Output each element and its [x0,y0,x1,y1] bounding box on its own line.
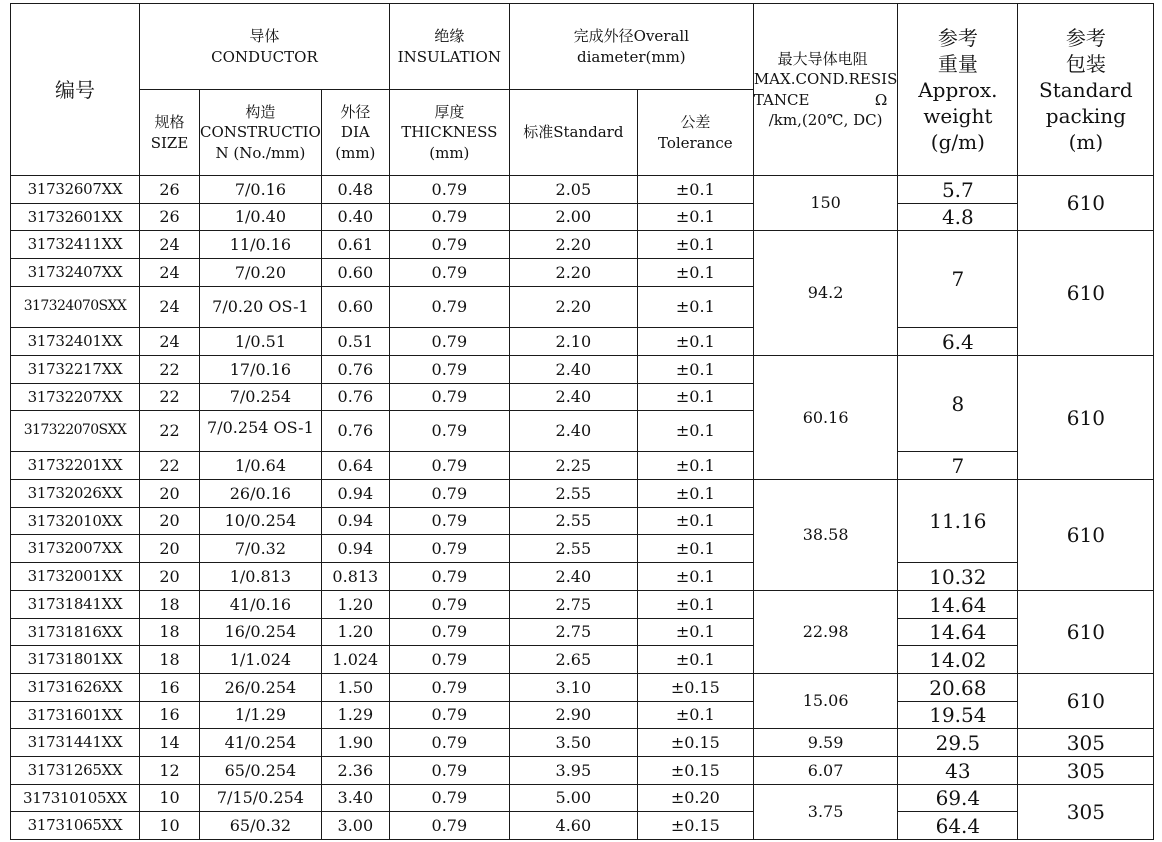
cell-code: 31732007XX [11,535,140,563]
cell-packing: 610 [1018,231,1154,356]
cell-weight: 4.8 [898,204,1018,231]
cell-construction: 65/0.254 [200,757,322,785]
header-conductor-en: CONDUCTOR [211,47,318,66]
cell-construction [200,411,322,452]
cell-dia: 0.51 [321,328,389,356]
cell-dia: 1.90 [321,729,389,757]
cell-dia: 0.60 [321,287,389,328]
cell-thickness: 0.79 [389,204,509,231]
header-weight [898,4,1018,176]
cell-tolerance: ±0.15 [637,757,753,785]
cell-thickness: 0.79 [389,508,509,535]
cell-tolerance: ±0.20 [637,785,753,812]
cell-tolerance: ±0.1 [637,535,753,563]
cell-resistance: 94.2 [753,231,898,356]
cell-thickness: 0.79 [389,729,509,757]
cell-dia: 0.76 [321,411,389,452]
cell-size: 22 [140,452,200,480]
cell-size: 20 [140,535,200,563]
header-conductor [140,4,390,90]
cell-weight: 14.02 [898,646,1018,674]
cell-dia: 0.94 [321,480,389,508]
cell-dia: 0.64 [321,452,389,480]
header-dia-unit: (mm) [335,143,376,162]
cell-standard: 2.25 [509,452,637,480]
cell-construction: 7/0.20 OS-1 [200,287,322,328]
cell-tolerance: ±0.15 [637,729,753,757]
cell-weight: 20.68 [898,674,1018,702]
cell-code: 31732411XX [11,231,140,259]
header-thickness [389,90,509,176]
cell-weight: 29.5 [898,729,1018,757]
cell-code: 31732401XX [11,328,140,356]
cell-tolerance: ±0.1 [637,356,753,384]
header-tolerance [637,90,753,176]
cell-resistance: 60.16 [753,356,898,480]
cell-tolerance: ±0.1 [637,176,753,204]
header-packing-zh2: 包装 [1065,51,1106,76]
table-row [11,452,1154,480]
cell-weight: 19.54 [898,702,1018,729]
header-dia-zh: 外径 [340,103,371,122]
table-row [11,591,1154,619]
header-dia-en: DIA [340,123,370,142]
cell-size: 24 [140,259,200,287]
cell-size: 22 [140,411,200,452]
cell-thickness: 0.79 [389,356,509,384]
cell-thickness: 0.79 [389,563,509,591]
cell-thickness: 0.79 [389,619,509,646]
header-standard-text: 标准Standard [523,123,624,142]
cell-size: 10 [140,812,200,840]
cell-standard: 2.40 [509,356,637,384]
cell-code: 317322070SXX [11,411,140,452]
header-packing-zh1: 参考 [1065,25,1106,50]
cell-size: 12 [140,757,200,785]
cell-standard: 2.65 [509,646,637,674]
cell-dia: 1.29 [321,702,389,729]
cell-standard: 2.20 [509,287,637,328]
cell-tolerance: ±0.1 [637,508,753,535]
cell-code: 31731601XX [11,702,140,729]
header-resistance-tance: TANCE [753,90,810,109]
cell-thickness: 0.79 [389,287,509,328]
cell-resistance: 9.59 [753,729,898,757]
header-dia [321,90,389,176]
header-resistance-line1: 最大导体电阻 [777,50,868,68]
header-overall-en: diameter(mm) [576,47,686,66]
header-insulation-en: INSULATION [397,47,501,66]
table-row [11,356,1154,384]
cell-size: 26 [140,204,200,231]
cell-thickness: 0.79 [389,646,509,674]
cell-tolerance: ±0.1 [637,204,753,231]
cell-dia: 1.50 [321,674,389,702]
cell-code: 31732407XX [11,259,140,287]
header-packing-en1: Standard [1039,77,1133,102]
cell-dia: 0.76 [321,384,389,411]
header-overall-diameter [509,4,753,90]
cell-size: 18 [140,619,200,646]
cell-standard: 5.00 [509,785,637,812]
cell-tolerance: ±0.1 [637,646,753,674]
cell-tolerance: ±0.1 [637,480,753,508]
cell-resistance: 3.75 [753,785,898,840]
cell-standard: 2.55 [509,480,637,508]
table-row [11,785,1154,812]
table-row [11,702,1154,729]
cell-size: 24 [140,231,200,259]
table-row [11,729,1154,757]
cell-weight: 69.4 [898,785,1018,812]
header-resistance-line3 [754,90,898,110]
cell-code: 31732607XX [11,176,140,204]
cell-size: 20 [140,508,200,535]
header-id [11,4,140,176]
cell-code: 31732601XX [11,204,140,231]
cell-dia: 0.94 [321,535,389,563]
spec-table [10,3,1154,840]
cell-tolerance: ±0.1 [637,384,753,411]
header-weight-en1: Approx. [918,77,998,102]
cell-dia: 3.40 [321,785,389,812]
cell-packing: 610 [1018,356,1154,480]
cell-construction: 1/0.813 [200,563,322,591]
cell-tolerance: ±0.1 [637,411,753,452]
cell-code: 31731816XX [11,619,140,646]
cell-tolerance: ±0.15 [637,812,753,840]
cell-code: 317310105XX [11,785,140,812]
cell-size: 10 [140,785,200,812]
cell-code: 31732001XX [11,563,140,591]
header-construction-zh: 构造 [245,103,276,122]
table-row [11,674,1154,702]
cell-construction: 10/0.254 [200,508,322,535]
cell-construction: 26/0.16 [200,480,322,508]
cell-standard: 2.90 [509,702,637,729]
header-resistance-line4: /km,(20℃, DC) [768,110,883,129]
cell-thickness: 0.79 [389,480,509,508]
cell-size: 14 [140,729,200,757]
cell-standard: 2.10 [509,328,637,356]
cell-weight: 5.7 [898,176,1018,204]
cell-construction: 7/0.16 [200,176,322,204]
cell-thickness: 0.79 [389,384,509,411]
header-packing-en2: packing [1045,103,1126,128]
cell-resistance: 22.98 [753,591,898,674]
cell-construction: 65/0.32 [200,812,322,840]
table-row [11,646,1154,674]
header-overall-zh: 完成外径Overall [573,27,689,46]
cell-construction: 17/0.16 [200,356,322,384]
cell-code: 31731265XX [11,757,140,785]
cell-construction: 7/15/0.254 [200,785,322,812]
cell-code: 31732217XX [11,356,140,384]
cell-tolerance: ±0.1 [637,452,753,480]
cell-construction: 1/0.64 [200,452,322,480]
cell-dia: 1.20 [321,619,389,646]
header-weight-zh2: 重量 [937,51,978,76]
cell-weight: 10.32 [898,563,1018,591]
cell-size: 22 [140,384,200,411]
cell-code: 31731065XX [11,812,140,840]
cell-weight: 8 [898,356,1018,452]
cell-size: 16 [140,674,200,702]
cell-thickness: 0.79 [389,674,509,702]
table-row [11,812,1154,840]
cell-standard: 2.20 [509,231,637,259]
cell-packing: 305 [1018,785,1154,840]
header-thickness-zh: 厚度 [434,103,465,122]
cell-code: 31732026XX [11,480,140,508]
cell-size: 18 [140,591,200,619]
cell-tolerance: ±0.1 [637,328,753,356]
header-construction-en2: N (No./mm) [215,143,306,162]
cell-standard: 2.75 [509,619,637,646]
cell-weight: 43 [898,757,1018,785]
cell-construction: 41/0.254 [200,729,322,757]
cell-size: 26 [140,176,200,204]
cell-tolerance: ±0.1 [637,702,753,729]
header-packing-unit: (m) [1068,129,1104,154]
cell-size: 24 [140,328,200,356]
header-tolerance-en: Tolerance [658,133,733,152]
cell-standard: 2.00 [509,204,637,231]
cell-thickness: 0.79 [389,328,509,356]
cell-construction: 11/0.16 [200,231,322,259]
table-row [11,757,1154,785]
cell-code: 31731626XX [11,674,140,702]
cell-dia: 0.48 [321,176,389,204]
cell-standard: 2.40 [509,384,637,411]
cell-packing: 305 [1018,757,1154,785]
cell-standard: 2.05 [509,176,637,204]
cell-standard: 2.20 [509,259,637,287]
cell-dia: 0.60 [321,259,389,287]
cell-standard: 2.55 [509,508,637,535]
cell-thickness: 0.79 [389,535,509,563]
cell-code: 31732010XX [11,508,140,535]
cell-weight: 14.64 [898,619,1018,646]
header-resistance-line2: MAX.COND.RESIS [753,70,898,89]
cell-construction: 41/0.16 [200,591,322,619]
cell-standard: 3.50 [509,729,637,757]
cell-packing: 610 [1018,591,1154,674]
cell-weight: 64.4 [898,812,1018,840]
cell-thickness: 0.79 [389,411,509,452]
cell-standard: 2.75 [509,591,637,619]
header-thickness-en: THICKNESS [401,123,498,142]
cell-construction: 7/0.20 [200,259,322,287]
cell-tolerance: ±0.15 [637,674,753,702]
table-row [11,480,1154,508]
cell-construction: 16/0.254 [200,619,322,646]
cell-weight: 7 [898,231,1018,328]
header-insulation [389,4,509,90]
table-row [11,563,1154,591]
cell-dia: 0.61 [321,231,389,259]
cell-dia: 3.00 [321,812,389,840]
cell-tolerance: ±0.1 [637,619,753,646]
cell-tolerance: ±0.1 [637,287,753,328]
header-resistance [753,4,898,176]
cell-size: 16 [140,702,200,729]
table-row [11,204,1154,231]
cell-standard: 3.10 [509,674,637,702]
header-insulation-zh: 绝缘 [434,27,465,46]
cell-weight: 7 [898,452,1018,480]
cell-thickness: 0.79 [389,452,509,480]
cell-code: 31732201XX [11,452,140,480]
cell-thickness: 0.79 [389,785,509,812]
cell-thickness: 0.79 [389,757,509,785]
cell-resistance: 150 [753,176,898,231]
cell-construction: 1/1.29 [200,702,322,729]
cell-dia: 0.76 [321,356,389,384]
cell-thickness: 0.79 [389,812,509,840]
table-row [11,328,1154,356]
header-packing [1018,4,1154,176]
cell-standard: 4.60 [509,812,637,840]
cell-construction: 7/0.32 [200,535,322,563]
cell-size: 20 [140,480,200,508]
cell-code: 31731441XX [11,729,140,757]
cell-construction: 26/0.254 [200,674,322,702]
cell-tolerance: ±0.1 [637,231,753,259]
header-weight-unit: (g/m) [930,129,985,154]
cell-resistance: 6.07 [753,757,898,785]
table-row [11,619,1154,646]
cell-size: 22 [140,356,200,384]
cell-thickness: 0.79 [389,591,509,619]
cell-tolerance: ±0.1 [637,563,753,591]
cell-standard: 2.40 [509,563,637,591]
cell-dia: 1.024 [321,646,389,674]
header-size-zh: 规格 [154,113,185,132]
cell-tolerance: ±0.1 [637,591,753,619]
cell-code: 31731801XX [11,646,140,674]
table-row [11,176,1154,204]
cell-weight: 14.64 [898,591,1018,619]
header-size [140,90,200,176]
header-weight-en2: weight [923,103,993,128]
cell-size: 18 [140,646,200,674]
cell-dia: 0.40 [321,204,389,231]
cell-packing: 610 [1018,674,1154,729]
header-size-en: SIZE [150,133,189,152]
cell-thickness: 0.79 [389,231,509,259]
cell-resistance: 38.58 [753,480,898,591]
cell-tolerance: ±0.1 [637,259,753,287]
cell-size: 24 [140,287,200,328]
header-id-text: 编号 [55,77,95,102]
cell-construction: 1/0.40 [200,204,322,231]
header-construction-en1: CONSTRUCTIO [200,123,321,142]
cell-code: 31732207XX [11,384,140,411]
header-tolerance-zh: 公差 [680,113,711,132]
cell-code: 31731841XX [11,591,140,619]
cell-standard: 2.55 [509,535,637,563]
cell-size: 20 [140,563,200,591]
cell-resistance: 15.06 [753,674,898,729]
cell-dia: 0.813 [321,563,389,591]
header-thickness-unit: (mm) [429,143,470,162]
cell-weight: 6.4 [898,328,1018,356]
cell-packing: 610 [1018,176,1154,231]
cell-packing: 610 [1018,480,1154,591]
cell-construction: 7/0.254 [200,384,322,411]
cell-thickness: 0.79 [389,176,509,204]
cell-construction-text: 7/0.254 OS-1 [207,418,314,437]
cell-thickness: 0.79 [389,259,509,287]
cell-construction: 1/1.024 [200,646,322,674]
cell-code: 317324070SXX [11,287,140,328]
header-resistance-ohm: Ω [874,90,888,109]
table-row [11,231,1154,259]
cell-weight: 11.16 [898,480,1018,563]
cell-dia: 1.20 [321,591,389,619]
header-conductor-zh: 导体 [249,27,280,46]
cell-packing: 305 [1018,729,1154,757]
cell-dia: 0.94 [321,508,389,535]
cell-standard: 2.40 [509,411,637,452]
header-weight-zh1: 参考 [937,25,978,50]
cell-construction: 1/0.51 [200,328,322,356]
cell-dia: 2.36 [321,757,389,785]
cell-thickness: 0.79 [389,702,509,729]
header-standard [509,90,637,176]
header-construction [200,90,322,176]
cell-standard: 3.95 [509,757,637,785]
